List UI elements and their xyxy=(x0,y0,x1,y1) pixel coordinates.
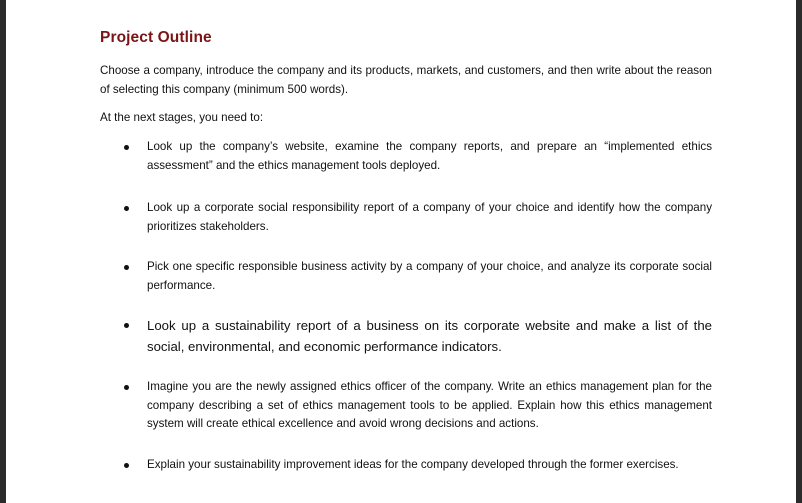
bullet-icon xyxy=(124,463,129,468)
document-page xyxy=(6,0,796,503)
bullet-icon xyxy=(124,323,129,328)
list-item xyxy=(100,199,712,236)
intro-paragraph: Choose a company, introduce the company and its products, markets, and customers, and then write about the reason of selecting this company (minimum 500 words). xyxy=(100,64,712,96)
list-item-text: Look up the company’s website, examine the company reports, and prepare an “implemented ethics assessment” and the ethics management tools deployed. xyxy=(147,140,712,172)
bullet-icon xyxy=(124,206,129,211)
list-item-text: Look up a sustainability report of a business on its corporate website and make a list of the social, environmental, and economic performance indicators. xyxy=(147,318,712,354)
list-item-text: Pick one specific responsible business activity by a company of your choice, and analyze its corporate social performance. xyxy=(147,260,712,292)
bullet-icon xyxy=(124,265,129,270)
stages-intro: At the next stages, you need to: xyxy=(100,111,264,124)
list-item xyxy=(100,138,712,175)
list-item xyxy=(100,258,712,295)
bullet-icon xyxy=(124,385,129,390)
list-item-text: Imagine you are the newly assigned ethics officer of the company. Write an ethics management plan for the company describing a set of ethics management tools to be applied. Explain how this ethics management system will create ethical excellence and avoid wrong decisions and actions. xyxy=(147,380,712,430)
list-item-text: Explain your sustainability improvement ideas for the company developed through the former exercises. xyxy=(147,458,679,471)
list-item xyxy=(100,456,712,475)
page-title: Project Outline xyxy=(100,29,212,46)
list-item xyxy=(100,378,712,434)
list-item-text: Look up a corporate social responsibility report of a company of your choice and identify how the company prioritizes stakeholders. xyxy=(147,201,712,233)
bullet-icon xyxy=(124,145,129,150)
list-item xyxy=(100,315,712,357)
